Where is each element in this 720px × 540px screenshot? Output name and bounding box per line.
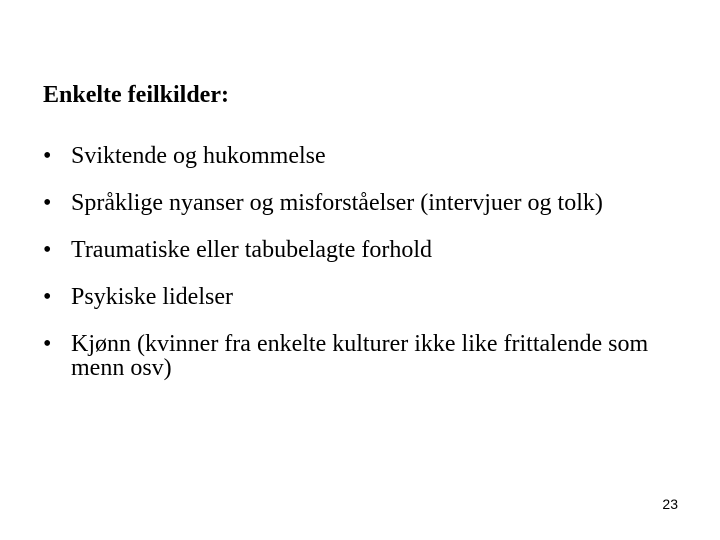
list-item xyxy=(43,285,703,309)
bullet-marker: • xyxy=(43,190,52,216)
bullet-text: Psykiske lidelser xyxy=(71,284,233,310)
bullet-text: Kjønn (kvinner fra enkelte kulturer ikke like frittalende som menn osv) xyxy=(71,331,649,381)
bullet-list xyxy=(43,144,703,403)
bullet-marker: • xyxy=(43,237,52,263)
bullet-text: Språklige nyanser og misforståelser (intervjuer og tolk) xyxy=(71,190,603,216)
list-item xyxy=(43,332,703,380)
bullet-marker: • xyxy=(43,331,52,357)
bullet-marker: • xyxy=(43,284,52,310)
page-number: 23 xyxy=(662,496,678,512)
list-item xyxy=(43,191,703,215)
slide-title: Enkelte feilkilder: xyxy=(43,82,229,108)
bullet-marker: • xyxy=(43,143,52,169)
list-item xyxy=(43,238,703,262)
bullet-text: Traumatiske eller tabubelagte forhold xyxy=(71,237,433,263)
bullet-text: Sviktende og hukommelse xyxy=(71,143,326,169)
list-item xyxy=(43,144,703,168)
